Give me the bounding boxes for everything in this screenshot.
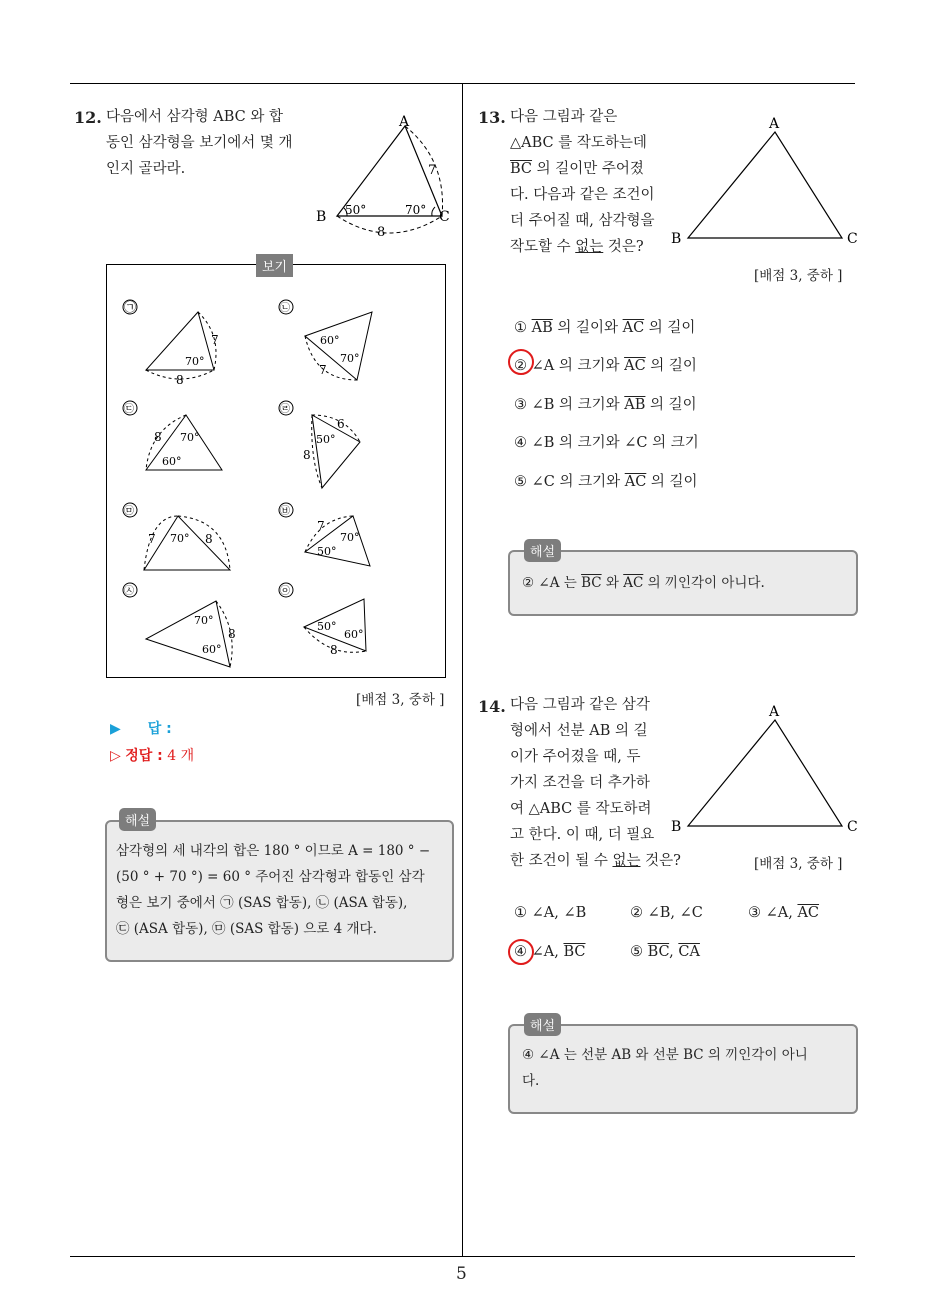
bogi-item-6-mark-1: 7 bbox=[317, 519, 325, 533]
bogi-item-8-mark-2: 60° bbox=[344, 628, 364, 641]
q13-line3-rest: 의 길이만 주어졌 bbox=[532, 161, 644, 177]
bogi-item-4-mark-2: 50° bbox=[316, 433, 336, 446]
q13-choice-3-seg2: $\overline{AB}$ bbox=[624, 397, 646, 413]
q14-choice-5[interactable] bbox=[630, 944, 700, 960]
q14-choice-4-a: ∠A, bbox=[531, 944, 564, 960]
q13-line6-underlined: 없는 bbox=[575, 239, 604, 255]
bottom-rule bbox=[70, 1256, 855, 1257]
q13-choice-4-num: ④ bbox=[514, 435, 527, 451]
bogi-item-1-mark-2: 70° bbox=[185, 355, 205, 368]
q14-choice-3-a: ③ ∠A, bbox=[748, 905, 798, 921]
q14-choice-5-seg2: $\overline{CA}$ bbox=[678, 944, 700, 960]
bogi-item-1 bbox=[123, 300, 219, 387]
q14-number: 14. bbox=[478, 697, 506, 716]
q14-line7-underlined: 없는 bbox=[612, 853, 641, 869]
q13-line6 bbox=[510, 234, 655, 260]
bogi-item-4-label: ㉣ bbox=[280, 404, 290, 415]
q13-figure bbox=[668, 112, 863, 252]
q14-choice-3[interactable] bbox=[748, 905, 819, 921]
q13-choice-5[interactable] bbox=[514, 470, 698, 491]
q13-choice-3-mid: 의 크기와 bbox=[554, 397, 625, 413]
q12-figure bbox=[305, 110, 455, 245]
q13-choice-1-seg2: $\overline{AC}$ bbox=[622, 320, 645, 336]
q14-solution-tag: 해설 bbox=[524, 1013, 561, 1036]
q13-choice-5-angle: ∠C bbox=[531, 474, 555, 490]
bogi-tag: 보기 bbox=[256, 254, 293, 277]
q12-answer-row bbox=[110, 718, 172, 738]
q12-sol-line4: ㉢ (ASA 합동), ㉤ (SAS 합동) 으로 4 개다. bbox=[116, 921, 377, 937]
q14-choice-3-seg: $\overline{AC}$ bbox=[797, 905, 820, 921]
outline-play-icon: ▷ bbox=[110, 748, 121, 764]
bogi-item-8-label: ㉧ bbox=[280, 586, 290, 597]
q12-correct-label: 정답 : bbox=[125, 748, 163, 764]
bogi-item-6-label: ㉥ bbox=[280, 506, 290, 517]
bogi-item-5 bbox=[123, 503, 230, 570]
q13-choice-2[interactable] bbox=[514, 354, 697, 375]
column-divider bbox=[462, 83, 463, 1256]
q13-solution-tag: 해설 bbox=[524, 539, 561, 562]
bogi-item-8-mark-3: 8 bbox=[330, 643, 338, 657]
q13-number: 13. bbox=[478, 108, 506, 127]
q13-line6-a: 작도할 수 bbox=[510, 239, 576, 255]
bogi-item-5-mark-2: 70° bbox=[170, 532, 190, 545]
bogi-item-8 bbox=[279, 583, 366, 657]
play-icon: ▶ bbox=[110, 721, 121, 737]
q12-line3: 인지 골라라. bbox=[106, 161, 186, 177]
q14-fig-label-c: C bbox=[847, 819, 858, 835]
q14-sol-line2: 다. bbox=[522, 1073, 540, 1089]
q12-fig-side-ac: 7 bbox=[428, 163, 437, 178]
q13-fig-label-b: B bbox=[671, 231, 682, 247]
bogi-item-3 bbox=[123, 401, 222, 470]
q14-line6: 고 한다. 이 때, 더 필요 bbox=[510, 827, 655, 843]
q14-choice-5-seg1: $\overline{BC}$ bbox=[647, 944, 670, 960]
q14-answer-mark bbox=[508, 939, 534, 965]
q14-sol-line1: ④ ∠A 는 선분 AB 와 선분 BC 의 끼인각이 아니 bbox=[522, 1047, 808, 1063]
bogi-item-7-label: ㉦ bbox=[124, 586, 134, 597]
bogi-item-2-label: ㉡ bbox=[280, 303, 290, 314]
bogi-item-3-mark-1: 8 bbox=[154, 430, 162, 444]
q13-choice-4[interactable] bbox=[514, 431, 699, 452]
q14-fig-label-b: B bbox=[671, 819, 682, 835]
q13-choice-3-end: 의 길이 bbox=[645, 397, 697, 413]
q14-line7 bbox=[510, 848, 681, 874]
q12-sol-line2: (50 ° + 70 °) = 60 ° 주어진 삼각형과 합동인 삼각 bbox=[116, 869, 425, 885]
bogi-item-1-label: ㉠ bbox=[124, 300, 137, 314]
bogi-item-3-label: ㉢ bbox=[124, 404, 134, 415]
q13-sol-a: ② ∠A 는 bbox=[522, 575, 582, 591]
q14-line7-b: 것은? bbox=[640, 853, 681, 869]
q12-fig-label-b: B bbox=[316, 209, 327, 225]
q13-line1: 다음 그림과 같은 bbox=[510, 109, 618, 125]
q13-choice-3[interactable] bbox=[514, 393, 697, 414]
q14-text bbox=[510, 692, 681, 874]
q14-line4: 가지 조건을 더 추가하 bbox=[510, 775, 650, 791]
q13-fig-label-c: C bbox=[847, 231, 858, 247]
q13-choice-1-seg1: $\overline{AB}$ bbox=[531, 320, 553, 336]
bogi-item-3-mark-3: 60° bbox=[162, 455, 182, 468]
q13-sol-c: 의 끼인각이 아니다. bbox=[643, 575, 765, 591]
q13-choice-2-angle: ∠A bbox=[531, 358, 555, 374]
q12-correct-value: 4 개 bbox=[167, 748, 195, 764]
q13-line6-b: 것은? bbox=[603, 239, 644, 255]
q12-solution-tag: 해설 bbox=[119, 808, 156, 831]
q12-number: 12. bbox=[74, 108, 102, 127]
q13-choice-1[interactable] bbox=[514, 316, 695, 337]
q14-line2: 형에서 선분 AB 의 길 bbox=[510, 723, 648, 739]
bogi-item-5-label: ㉤ bbox=[124, 506, 134, 517]
q14-line7-a: 한 조건이 될 수 bbox=[510, 853, 613, 869]
bogi-item-4-mark-1: 6 bbox=[337, 417, 345, 431]
q12-sol-line3: 형은 보기 중에서 ㉠ (SAS 합동), ㉡ (ASA 합동), bbox=[116, 895, 408, 911]
q13-sol-seg2: $\overline{AC}$ bbox=[623, 575, 644, 591]
bogi-item-7 bbox=[123, 583, 236, 667]
q13-choice-3-angle: ∠B bbox=[531, 397, 555, 413]
q13-choice-4-mid: 의 크기와 bbox=[554, 435, 625, 451]
q14-choice-4-seg: $\overline{BC}$ bbox=[563, 944, 586, 960]
q13-choice-2-end: 의 길이 bbox=[645, 358, 697, 374]
bogi-item-6 bbox=[279, 503, 370, 566]
bogi-item-2-mark-1: 60° bbox=[320, 334, 340, 347]
q12-fig-label-c: C bbox=[439, 209, 450, 225]
bogi-item-1-mark-1: 7 bbox=[211, 333, 219, 347]
q14-fig-label-a: A bbox=[769, 704, 780, 720]
bogi-item-4-mark-3: 8 bbox=[303, 448, 311, 462]
q12-solution-text bbox=[116, 838, 446, 942]
q14-choice-1[interactable]: ① ∠A, ∠B bbox=[514, 905, 587, 921]
q14-score: [배점 3, 중하 ] bbox=[754, 856, 843, 872]
q13-score: [배점 3, 중하 ] bbox=[754, 268, 843, 284]
q13-sol-b: 와 bbox=[601, 575, 624, 591]
q13-sol-seg1: $\overline{BC}$ bbox=[581, 575, 602, 591]
bogi-item-1-mark-3: 8 bbox=[176, 373, 184, 387]
q13-choice-1-mid: 의 길이와 bbox=[552, 320, 623, 336]
q13-choice-5-seg2: $\overline{AC}$ bbox=[624, 474, 647, 490]
bogi-item-8-mark-1: 50° bbox=[317, 620, 337, 633]
q14-solution-text bbox=[522, 1042, 848, 1094]
q13-choice-2-mid: 의 크기와 bbox=[554, 358, 625, 374]
q14-choice-4-num: ④ bbox=[514, 944, 527, 960]
q13-choice-5-end: 의 길이 bbox=[646, 474, 698, 490]
q13-line5: 더 주어질 때, 삼각형을 bbox=[510, 213, 655, 229]
q13-choice-4-angle: ∠B bbox=[531, 435, 555, 451]
bogi-item-2-mark-3: 7 bbox=[319, 363, 327, 377]
bogi-item-6-mark-3: 50° bbox=[317, 545, 337, 558]
q13-choice-2-num: ② bbox=[514, 358, 527, 374]
q13-choice-3-num: ③ bbox=[514, 397, 527, 413]
bogi-item-7-mark-2: 8 bbox=[228, 627, 236, 641]
q13-line3-segment: $\overline{BC}$ bbox=[510, 161, 533, 177]
bogi-item-6-mark-2: 70° bbox=[340, 531, 360, 544]
q13-line4: 다. 다음과 같은 조건이 bbox=[510, 187, 655, 203]
q13-solution-text bbox=[522, 570, 765, 596]
q13-choice-1-end: 의 길이 bbox=[644, 320, 696, 336]
q12-correct-row bbox=[110, 745, 194, 765]
q12-fig-side-bc: 8 bbox=[377, 225, 386, 240]
q14-choice-5-sep: , bbox=[669, 944, 679, 960]
bogi-figures bbox=[110, 290, 440, 675]
bogi-item-2 bbox=[279, 300, 372, 380]
q12-line1: 다음에서 삼각형 ABC 와 합 bbox=[106, 109, 283, 125]
q13-choice-4-end: ∠C 의 크기 bbox=[624, 435, 699, 451]
q13-choice-5-num: ⑤ bbox=[514, 474, 527, 490]
bogi-item-3-mark-2: 70° bbox=[180, 431, 200, 444]
page-number: 5 bbox=[456, 1264, 467, 1284]
bogi-item-4 bbox=[279, 401, 360, 488]
q12-text bbox=[106, 104, 293, 182]
q13-answer-mark bbox=[508, 349, 534, 375]
q12-answer-label: 답 : bbox=[147, 721, 172, 737]
q12-fig-angle-c: 70° bbox=[405, 203, 427, 217]
q14-line3: 이가 주어졌을 때, 두 bbox=[510, 749, 641, 765]
q12-line2: 동인 삼각형을 보기에서 몇 개 bbox=[106, 135, 293, 151]
q13-fig-label-a: A bbox=[769, 116, 780, 132]
q13-choice-1-num: ① bbox=[514, 320, 527, 336]
bogi-item-5-mark-3: 8 bbox=[205, 532, 213, 546]
q13-text bbox=[510, 104, 655, 260]
q14-choice-2[interactable]: ② ∠B, ∠C bbox=[630, 905, 703, 921]
q14-figure bbox=[668, 700, 863, 840]
q14-line1: 다음 그림과 같은 삼각 bbox=[510, 697, 650, 713]
q13-choice-2-seg2: $\overline{AC}$ bbox=[624, 358, 646, 374]
q13-line3 bbox=[510, 156, 655, 182]
q12-score: [배점 3, 중하 ] bbox=[356, 692, 445, 708]
bogi-item-7-mark-1: 70° bbox=[194, 614, 214, 627]
bogi-item-2-mark-2: 70° bbox=[340, 352, 360, 365]
q12-fig-label-a: A bbox=[399, 114, 410, 130]
q14-choice-5-a: ⑤ bbox=[630, 944, 648, 960]
bogi-item-7-mark-3: 60° bbox=[202, 643, 222, 656]
q14-line5: 여 △ABC 를 작도하려 bbox=[510, 801, 652, 817]
bogi-item-5-mark-1: 7 bbox=[148, 532, 156, 546]
q13-line2: △ABC 를 작도하는데 bbox=[510, 135, 647, 151]
q13-choice-5-mid: 의 크기와 bbox=[554, 474, 625, 490]
q12-sol-line1: 삼각형의 세 내각의 합은 180 ° 이므로 A = 180 ° − bbox=[116, 843, 431, 859]
q12-fig-angle-b: 50° bbox=[345, 203, 367, 217]
